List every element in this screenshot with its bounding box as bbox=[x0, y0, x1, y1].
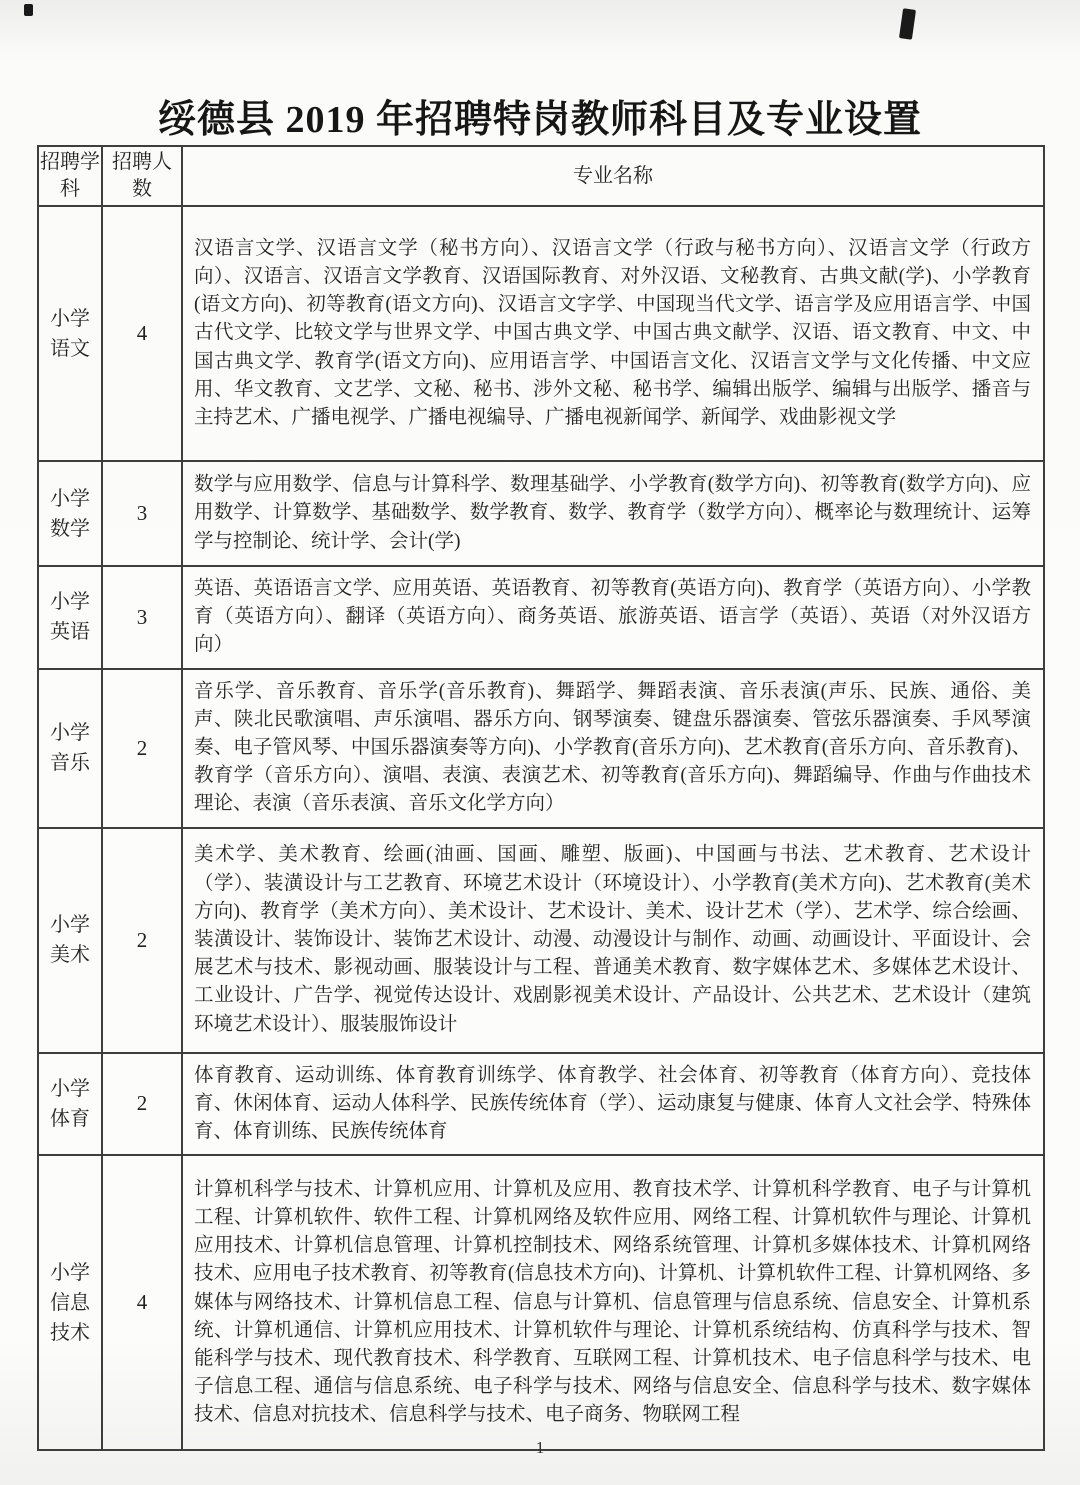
table-row bbox=[38, 1155, 1044, 1450]
majors-cell: 体育教育、运动训练、体育教育训练学、体育教学、社会体育、初等教育（体育方向）、竞技体育、休闲体育、运动人体科学、民族传统体育（学）、运动康复与健康、体育人文社会学、特殊体育、体育训练、民族传统体育 bbox=[182, 1053, 1044, 1156]
column-header-subject: 招聘学科 bbox=[38, 146, 102, 206]
subject-cell: 小学美术 bbox=[38, 828, 102, 1053]
table-row bbox=[38, 461, 1044, 566]
subject-cell: 小学数学 bbox=[38, 461, 102, 566]
table-row bbox=[38, 566, 1044, 669]
count-cell: 2 bbox=[102, 828, 182, 1053]
page-number: 1 bbox=[535, 1438, 545, 1457]
subject-cell: 小学语文 bbox=[38, 206, 102, 461]
count-cell: 2 bbox=[102, 1053, 182, 1156]
recruitment-table bbox=[37, 145, 1045, 1451]
count-cell: 2 bbox=[102, 669, 182, 828]
scan-artifact bbox=[24, 4, 33, 16]
table-row bbox=[38, 669, 1044, 828]
table-row bbox=[38, 828, 1044, 1053]
count-cell: 4 bbox=[102, 1155, 182, 1450]
majors-cell: 音乐学、音乐教育、音乐学(音乐教育)、舞蹈学、舞蹈表演、音乐表演(声乐、民族、通俗、美声、陕北民歌演唱、声乐演唱、器乐方向、钢琴演奏、键盘乐器演奏、管弦乐器演奏、手风琴演奏、电子管风琴、中国乐器演奏等方向)、小学教育(音乐方向)、艺术教育(音乐方向、音乐教育)、教育学（音乐方向）、演唱、表演、表演艺术、初等教育(音乐方向)、舞蹈编导、作曲与作曲技术理论、表演（音乐表演、音乐文化学方向） bbox=[182, 669, 1044, 828]
column-header-count: 招聘人数 bbox=[102, 146, 182, 206]
page-title: 绥德县 2019 年招聘特岗教师科目及专业设置 bbox=[157, 99, 922, 141]
count-cell: 3 bbox=[102, 461, 182, 566]
count-cell: 4 bbox=[102, 206, 182, 461]
subject-cell: 小学信息技术 bbox=[38, 1155, 102, 1450]
majors-cell: 数学与应用数学、信息与计算科学、数理基础学、小学教育(数学方向)、初等教育(数学方向)、应用数学、计算数学、基础数学、数学教育、数学、教育学（数学方向）、概率论与数理统计、运筹学与控制论、统计学、会计(学) bbox=[182, 461, 1044, 566]
majors-cell: 汉语言文学、汉语言文学（秘书方向）、汉语言文学（行政与秘书方向）、汉语言文学（行政方向）、汉语言、汉语言文学教育、汉语国际教育、对外汉语、文秘教育、古典文献(学)、小学教育(语文方向)、初等教育(语文方向)、汉语言文字学、中国现当代文学、语言学及应用语言学、中国古代文学、比较文学与世界文学、中国古典文学、中国古典文献学、汉语、语文教育、中文、中国古典文学、教育学(语文方向)、应用语言学、中国语言文化、汉语言文学与文化传播、中文应用、华文教育、文艺学、文秘、秘书、涉外文秘、秘书学、编辑出版学、编辑与出版学、播音与主持艺术、广播电视学、广播电视编导、广播电视新闻学、新闻学、戏曲影视文学 bbox=[182, 206, 1044, 461]
subject-cell: 小学体育 bbox=[38, 1053, 102, 1156]
majors-cell: 英语、英语语言文学、应用英语、英语教育、初等教育(英语方向)、教育学（英语方向）、小学教育（英语方向）、翻译（英语方向）、商务英语、旅游英语、语言学（英语）、英语（对外汉语方向） bbox=[182, 566, 1044, 669]
subject-cell: 小学英语 bbox=[38, 566, 102, 669]
table-header-row bbox=[38, 146, 1044, 206]
majors-cell: 美术学、美术教育、绘画(油画、国画、雕塑、版画)、中国画与书法、艺术教育、艺术设计（学）、装潢设计与工艺教育、环境艺术设计（环境设计）、小学教育(美术方向)、艺术教育(美术方向)、教育学（美术方向）、美术设计、艺术设计、美术、设计艺术（学）、艺术学、综合绘画、装潢设计、装饰设计、装饰艺术设计、动漫、动漫设计与制作、动画、动画设计、平面设计、会展艺术与技术、影视动画、服装设计与工程、普通美术教育、数字媒体艺术、多媒体艺术设计、工业设计、广告学、视觉传达设计、戏剧影视美术设计、产品设计、公共艺术、艺术设计（建筑环境艺术设计）、服装服饰设计 bbox=[182, 828, 1044, 1053]
column-header-majors: 专业名称 bbox=[182, 146, 1044, 206]
scan-artifact bbox=[899, 8, 916, 40]
table-row bbox=[38, 1053, 1044, 1156]
count-cell: 3 bbox=[102, 566, 182, 669]
table-row bbox=[38, 206, 1044, 461]
majors-cell: 计算机科学与技术、计算机应用、计算机及应用、教育技术学、计算机科学教育、电子与计算机工程、计算机软件、软件工程、计算机网络及软件应用、网络工程、计算机软件与理论、计算机应用技术、计算机信息管理、计算机控制技术、网络系统管理、计算机多媒体技术、计算机网络技术、应用电子技术教育、初等教育(信息技术方向)、计算机、计算机软件工程、计算机网络、多媒体与网络技术、计算机信息工程、信息与计算机、信息管理与信息系统、信息安全、计算机系统、计算机通信、计算机应用技术、计算机软件与理论、计算机系统结构、仿真科学与技术、智能科学与技术、现代教育技术、科学教育、互联网工程、计算机技术、电子信息科学与技术、电子信息工程、通信与信息系统、电子科学与技术、网络与信息安全、信息科学与技术、数字媒体技术、信息对抗技术、信息科学与技术、电子商务、物联网工程 bbox=[182, 1155, 1044, 1450]
subject-cell: 小学音乐 bbox=[38, 669, 102, 828]
